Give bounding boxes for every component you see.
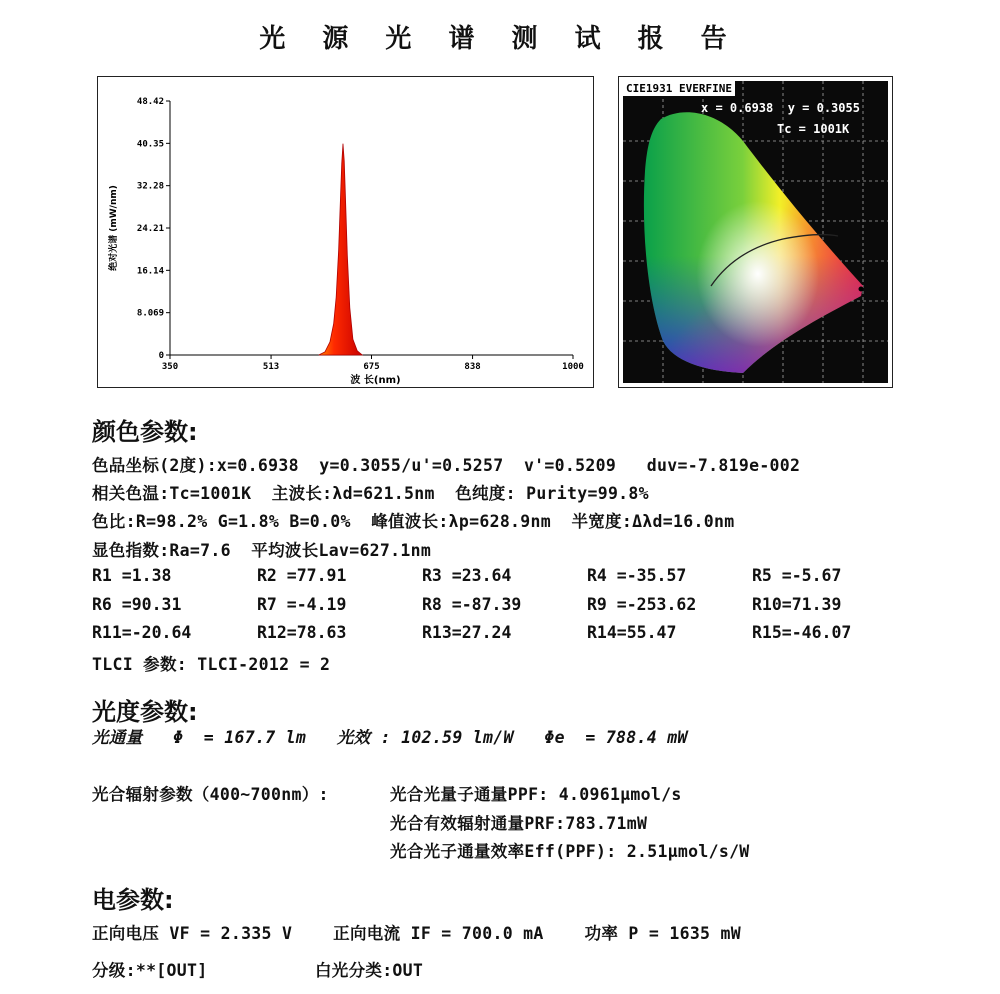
ri-value: R13=27.24 — [422, 623, 512, 642]
cie-label: CIE1931 EVERFINE — [623, 81, 735, 96]
tlci-value: TLCI 参数: TLCI-2012 = 2 — [92, 655, 331, 674]
ri-value: R9 =-253.62 — [587, 595, 697, 614]
grade: 分级:**[OUT] — [92, 961, 208, 980]
spectrum-chart — [97, 76, 594, 388]
y-tick-label: 0 — [158, 351, 164, 361]
ri-value: R3 =23.64 — [422, 566, 512, 585]
chromaticity-point — [859, 287, 864, 292]
x-tick-label: 513 — [262, 362, 280, 372]
ri-value: R15=-46.07 — [752, 623, 852, 642]
cie-chromaticity-chart — [618, 76, 893, 388]
ri-value: R11=-20.64 — [92, 623, 192, 642]
ri-value: R7 =-4.19 — [257, 595, 347, 614]
par-efficiency: 光合光子通量效率Eff(PPF): 2.51μmol/s/W — [390, 842, 750, 861]
ri-value: R6 =90.31 — [92, 595, 182, 614]
y-tick-label: 40.35 — [136, 139, 164, 150]
y-tick-label: 32.28 — [136, 181, 164, 192]
y-tick-label: 8.069 — [136, 308, 164, 319]
y-axis-label: 绝对光谱 (mW/nm) — [109, 185, 119, 271]
ri-value: R8 =-87.39 — [422, 595, 522, 614]
ri-value: R5 =-5.67 — [752, 566, 842, 585]
x-axis-label: 波 长(nm) — [350, 375, 401, 386]
color-params-heading: 颜色参数: — [92, 418, 198, 446]
x-tick-label: 675 — [363, 362, 380, 372]
cct-dominant-wavelength: 相关色温:Tc=1001K 主波长:λd=621.5nm 色纯度: Purity=99.8% — [92, 484, 649, 503]
ri-value: R12=78.63 — [257, 623, 347, 642]
par-prf: 光合有效辐射通量PRF:783.71mW — [390, 814, 648, 833]
cie-color-temperature: Tc = 1001K — [777, 122, 850, 136]
y-tick-label: 24.21 — [136, 224, 164, 234]
white-light-class: 白光分类:OUT — [315, 961, 424, 980]
color-ratio-peak-wavelength: 色比:R=98.2% G=1.8% B=0.0% 峰值波长:λp=628.9nm 半宽度:Δλd=16.0nm — [92, 512, 735, 531]
ri-value: R14=55.47 — [587, 623, 677, 642]
electrical-values: 正向电压 VF = 2.335 V 正向电流 IF = 700.0 mA 功率 P = 1635 mW — [92, 924, 741, 943]
color-rendering-index: 显色指数:Ra=7.6 平均波长Lav=627.1nm — [92, 541, 432, 560]
photometric-heading: 光度参数: — [92, 698, 198, 726]
x-tick-label: 350 — [161, 362, 179, 372]
cie-coordinates: x = 0.6938 y = 0.3055 — [701, 101, 860, 115]
y-tick-label: 48.42 — [136, 97, 164, 107]
ri-value: R10=71.39 — [752, 595, 842, 614]
ri-value: R1 =1.38 — [92, 566, 172, 585]
x-tick-label: 838 — [464, 362, 481, 372]
cie-plot-area — [623, 81, 888, 383]
ri-value: R2 =77.91 — [257, 566, 347, 585]
y-tick-label: 16.14 — [136, 266, 164, 277]
spectrum-series — [319, 144, 362, 355]
photometric-values: 光通量 Φ = 167.7 lm 光效 : 102.59 lm/W Φe = 788.4 mW — [92, 728, 688, 747]
spectrum-plot — [98, 77, 593, 387]
electrical-heading: 电参数: — [92, 886, 174, 914]
ri-value: R4 =-35.57 — [587, 566, 687, 585]
par-ppf: 光合光量子通量PPF: 4.0961μmol/s — [390, 785, 682, 804]
chromaticity-coordinates: 色品坐标(2度):x=0.6938 y=0.3055/u'=0.5257 v'=0.5209 duv=-7.819e-002 — [92, 456, 801, 475]
report-title: 光 源 光 谱 测 试 报 告 — [259, 24, 741, 54]
par-label: 光合辐射参数（400~700nm）: — [92, 785, 339, 804]
x-tick-label: 1000 — [562, 362, 584, 372]
